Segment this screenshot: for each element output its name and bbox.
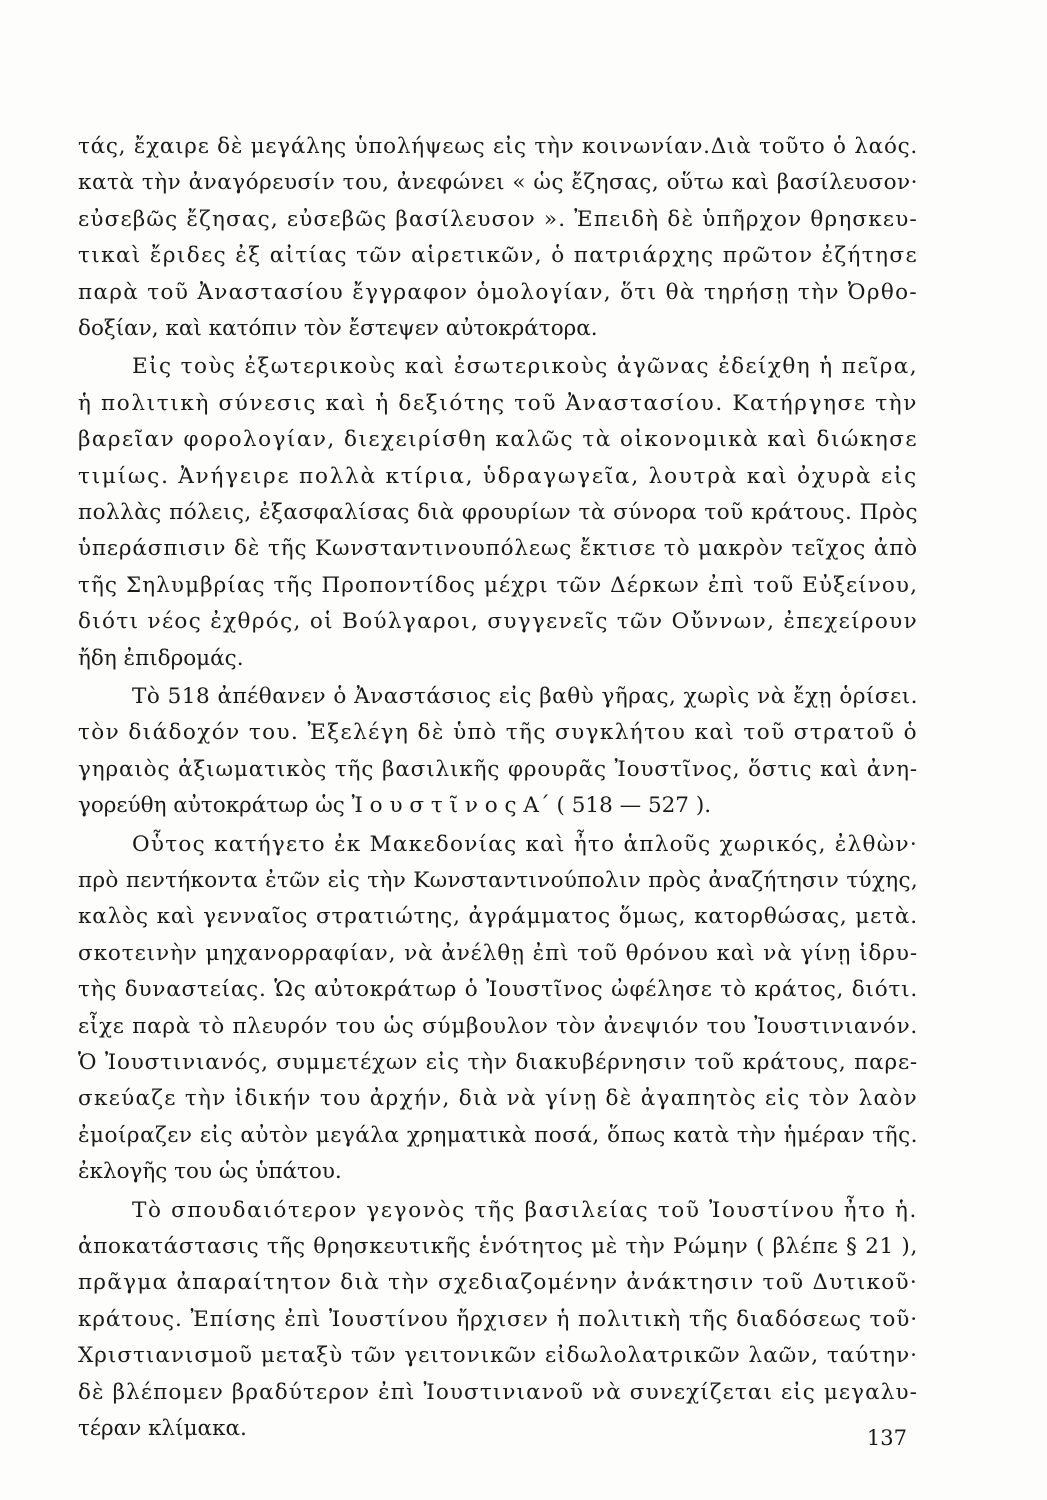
text-line: κατὰ τὴν ἀναγόρευσίν του, ἀνεφώνει « ὡς ἔζησας, οὕτω καὶ βασίλευσον·	[78, 170, 918, 196]
text-line: εὐσεβῶς ἔζησας, εὐσεβῶς βασίλευσον ». Ἐπειδὴ δὲ ὑπῆρχον θρησκευ-	[78, 206, 918, 232]
text-line: τιμίως. Ἀνήγειρε πολλὰ κτίρια, ὑδραγωγεῖα, λουτρὰ καὶ ὀχυρὰ εἰς	[78, 463, 918, 489]
text-line: ὑπεράσπισιν δὲ τῆς Κωνσταντινουπόλεως ἔκτισε τὸ μακρὸν τεῖχος ἀπὸ	[78, 536, 918, 562]
text-line: πρᾶγμα ἀπαραίτητον διὰ τὴν σχεδιαζομένην ἀνάκτησιν τοῦ Δυτικοῦ·	[78, 1270, 918, 1296]
text-line: δὲ βλέπομεν βραδύτερον ἐπὶ Ἰουστινιανοῦ νὰ συνεχίζεται εἰς μεγαλυ-	[78, 1379, 918, 1405]
text-line: ἀποκατάστασις τῆς θρησκευτικῆς ἑνότητος μὲ τὴν Ρώμην ( βλέπε § 21 ),	[78, 1234, 918, 1259]
text-line: δοξίαν, καὶ κατόπιν τὸν ἔστεψεν αὐτοκράτορα.	[78, 316, 598, 341]
text-line: πολλὰς πόλεις, ἐξασφαλίσας διὰ φρουρίων τὰ σύνορα τοῦ κράτους. Πρὸς	[78, 500, 918, 525]
text-line: τῆς Σηλυμβρίας τῆς Προποντίδος μέχρι τῶν Δέρκων ἐπὶ τοῦ Εὐξείνου,	[78, 572, 918, 598]
text-line: ἐμοίραζεν εἰς αὐτὸν μεγάλα χρηματικὰ ποσά, ὅπως κατὰ τὴν ἡμέραν τῆς.	[78, 1122, 918, 1148]
text-line: καλὸς καὶ γενναῖος στρατιώτης, ἀγράμματος ὅμως, κατορθώσας, μετὰ.	[78, 904, 918, 930]
page-number: 137	[866, 1426, 907, 1450]
text-line: τὴς δυναστείας. Ὡς αὐτοκράτωρ ὁ Ἰουστῖνος ὠφέλησε τὸ κράτος, διότι.	[78, 977, 918, 1003]
text-line: σκεύαζε τὴν ἰδικήν του ἀρχήν, διὰ νὰ γίνῃ δὲ ἀγαπητὸς εἰς τὸν λαὸν	[78, 1086, 918, 1112]
text-line: τάς, ἔχαιρε δὲ μεγάλης ὑπολήψεως εἰς τὴν κοινωνίαν.Διὰ τοῦτο ὁ λαός.	[78, 134, 918, 159]
text-line: Οὗτος κατήγετο ἐκ Μακεδονίας καὶ ἦτο ἁπλοῦς χωρικός, ἐλθὼν·	[132, 831, 918, 857]
text-line: παρὰ τοῦ Ἀναστασίου ἔγγραφον ὁμολογίαν, ὅτι θὰ τηρήσῃ τὴν Ὀρθο-	[78, 279, 918, 305]
text-line: γορεύθη αὐτοκράτωρ ὡς Ἰ ο υ σ τ ῖ ν ο ς Α΄ ( 518 — 527 ).	[78, 793, 712, 819]
text-line: Τὸ 518 ἀπέθανεν ὁ Ἀναστάσιος εἰς βαθὺ γῆρας, χωρὶς νὰ ἔχῃ ὁρίσει.	[132, 684, 918, 709]
text-line: Χριστιανισμοῦ μεταξὺ τῶν γειτονικῶν εἰδωλολατρικῶν λαῶν, ταύτην·	[78, 1343, 918, 1369]
text-line: τέραν κλίμακα.	[78, 1416, 247, 1441]
text-line: διότι νέος ἐχθρός, οἱ Βούλγαροι, συγγενεῖς τῶν Οὔννων, ἐπεχείρουν	[78, 609, 918, 635]
text-line: βαρεῖαν φορολογίαν, διεχειρίσθη καλῶς τὰ οἰκονομικὰ καὶ διώκησε	[78, 427, 918, 453]
text-line: κράτους. Ἐπίσης ἐπὶ Ἰουστίνου ἤρχισεν ἡ πολιτικὴ τῆς διαδόσεως τοῦ·	[78, 1306, 918, 1332]
text-line: ἡ πολιτικὴ σύνεσις καὶ ἡ δεξιότης τοῦ Ἀναστασίου. Κατήργησε τὴν	[78, 390, 918, 416]
text-line: ἤδη ἐπιδρομάς.	[78, 645, 244, 671]
text-line: γηραιὸς ἀξιωματικὸς τῆς βασιλικῆς φρουρᾶς Ἰουστῖνος, ὅστις καὶ ἀνη-	[78, 756, 918, 782]
text-line: Τὸ σπουδαιότερον γεγονὸς τῆς βασιλείας τοῦ Ἰουστίνου ἦτο ἡ.	[132, 1197, 918, 1223]
text-line: πρὸ πεντήκοντα ἐτῶν εἰς τὴν Κωνσταντινούπολιν πρὸς ἀναζήτησιν τύχης,	[78, 868, 918, 893]
text-line: τὸν διάδοχόν του. Ἐξελέγη δὲ ὑπὸ τῆς συγκλήτου καὶ τοῦ στρατοῦ ὁ	[78, 720, 918, 746]
text-line: Ὁ Ἰουστινιανός, συμμετέχων εἰς τὴν διακυβέρνησιν τοῦ κράτους, παρε-	[78, 1050, 918, 1075]
text-line: ἐκλογῆς του ὡς ὑπάτου.	[78, 1159, 342, 1185]
text-line: Εἰς τοὺς ἐξωτερικοὺς καὶ ἐσωτερικοὺς ἀγῶνας ἐδείχθη ἡ πεῖρα,	[132, 354, 918, 380]
text-line: τικαὶ ἔριδες ἐξ αἰτίας τῶν αἱρετικῶν, ὁ πατριάρχης πρῶτον ἐζήτησε	[78, 243, 918, 269]
text-line: εἶχε παρὰ τὸ πλευρόν του ὡς σύμβουλον τὸν ἀνεψιόν του Ἰουστινιανόν.	[78, 1013, 918, 1039]
text-line: σκοτεινὴν μηχανορραφίαν, νὰ ἀνέλθῃ ἐπὶ τοῦ θρόνου καὶ νὰ γίνῃ ἱδρυ-	[78, 940, 918, 966]
